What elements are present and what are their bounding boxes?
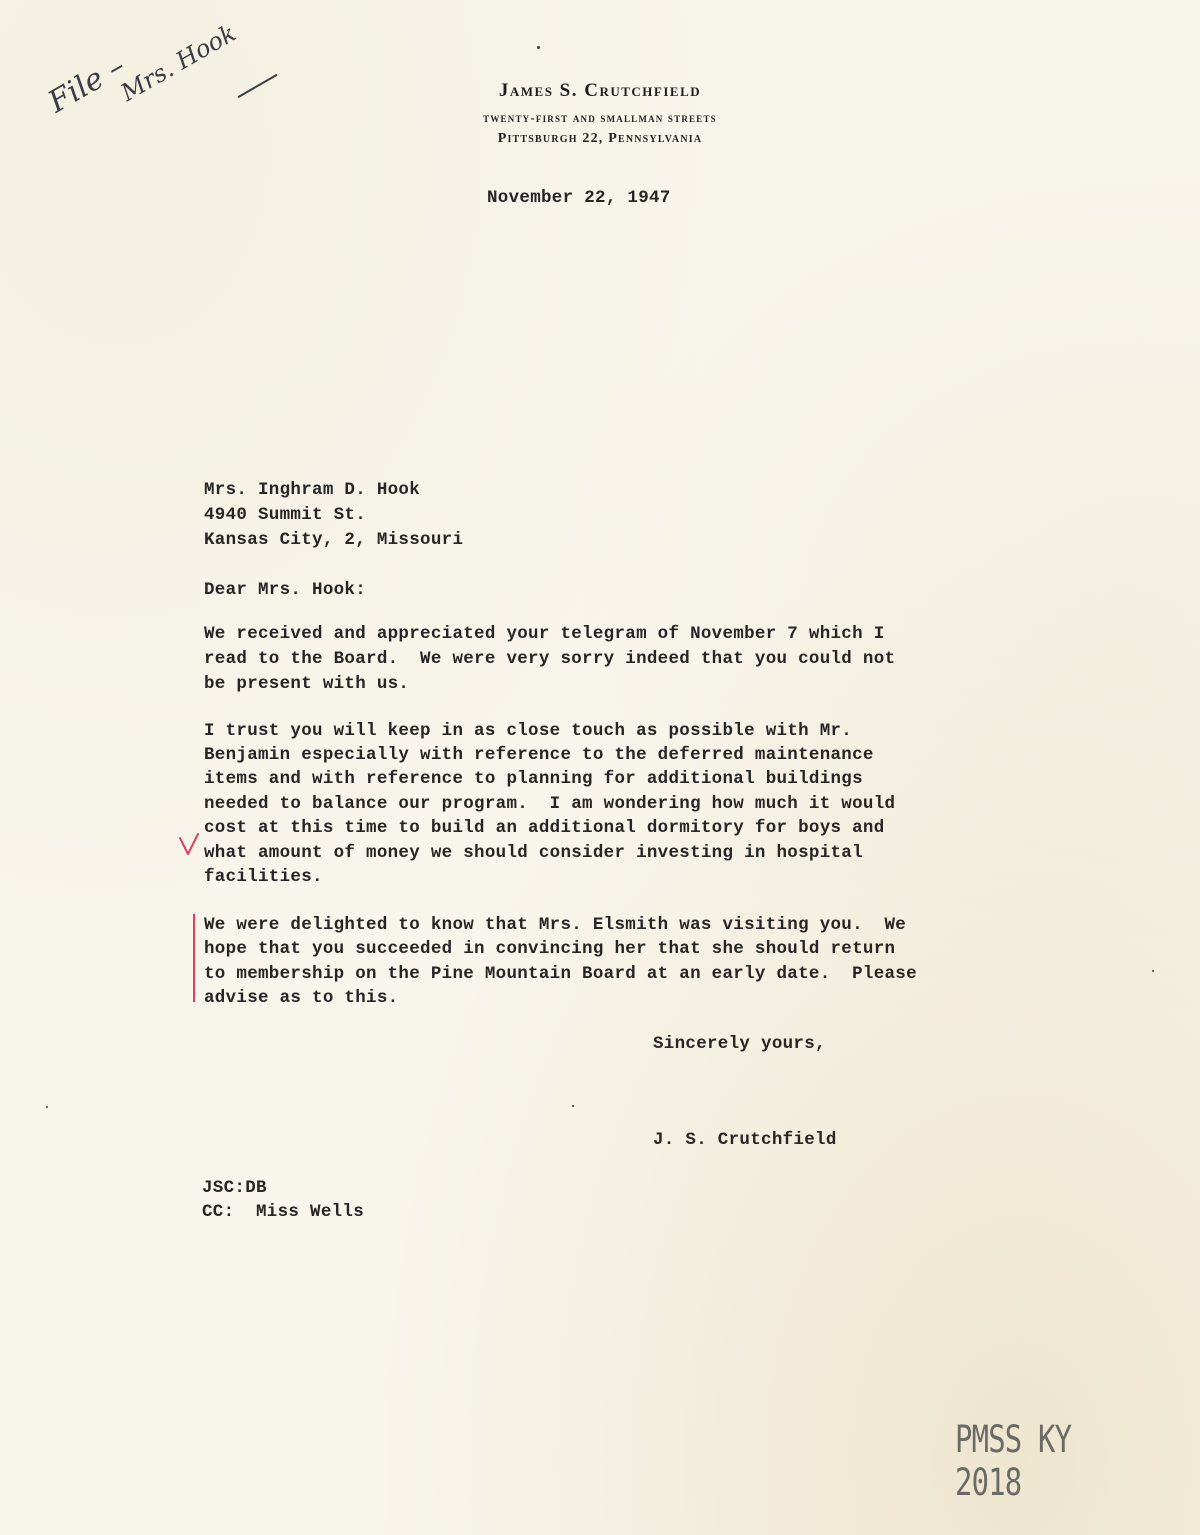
paragraph-line: to membership on the Pine Mountain Board at an early date. Please [204, 964, 917, 984]
paragraph-line: what amount of money we should consider investing in hospital [204, 843, 863, 863]
paragraph-line: advise as to this. [204, 988, 399, 1008]
archive-stamp: PMSS KY 2018 [955, 1418, 1072, 1504]
letterhead-street: twenty-first and smallman streets [483, 110, 717, 125]
paragraph-line: Benjamin especially with reference to the deferred maintenance [204, 745, 874, 765]
recipient-city: Kansas City, 2, Missouri [204, 530, 464, 550]
red-checkmark-icon [178, 832, 200, 858]
letterhead-name: James S. Crutchfield [498, 80, 702, 101]
paragraph-line: be present with us. [204, 674, 410, 694]
paragraph-line: cost at this time to build an additional dormitory for boys and [204, 818, 885, 838]
red-margin-line [193, 914, 195, 1002]
handwritten-file-label: File – [42, 48, 132, 120]
closing: Sincerely yours, [653, 1034, 826, 1054]
paper-speck [537, 46, 540, 49]
paragraph-line: I trust you will keep in as close touch as possible with Mr. [204, 721, 853, 741]
handwritten-recipient-label: Mrs. Hook [116, 18, 241, 107]
paragraph-line: We received and appreciated your telegram of November 7 which I [204, 624, 885, 644]
paper-speck [572, 1105, 574, 1107]
paragraph-line: facilities. [204, 867, 323, 887]
paper-speck [1152, 970, 1154, 972]
recipient-street: 4940 Summit St. [204, 505, 367, 525]
letter-date: November 22, 1947 [487, 188, 671, 208]
signature-name: J. S. Crutchfield [653, 1130, 837, 1150]
paragraph-line: items and with reference to planning for additional buildings [204, 769, 863, 789]
paragraph-line: needed to balance our program. I am wondering how much it would [204, 794, 896, 814]
recipient-name: Mrs. Inghram D. Hook [204, 480, 421, 500]
letterhead-city: Pittsburgh 22, Pennsylvania [497, 131, 703, 146]
paragraph-line: read to the Board. We were very sorry indeed that you could not [204, 649, 896, 669]
cc-line: CC: Miss Wells [202, 1202, 365, 1222]
paper-speck [46, 1106, 48, 1108]
salutation: Dear Mrs. Hook: [204, 580, 367, 600]
paragraph-line: We were delighted to know that Mrs. Elsmith was visiting you. We [204, 915, 907, 935]
paragraph-line: hope that you succeeded in convincing her that she should return [204, 939, 896, 959]
typist-initials: JSC:DB [202, 1178, 267, 1198]
